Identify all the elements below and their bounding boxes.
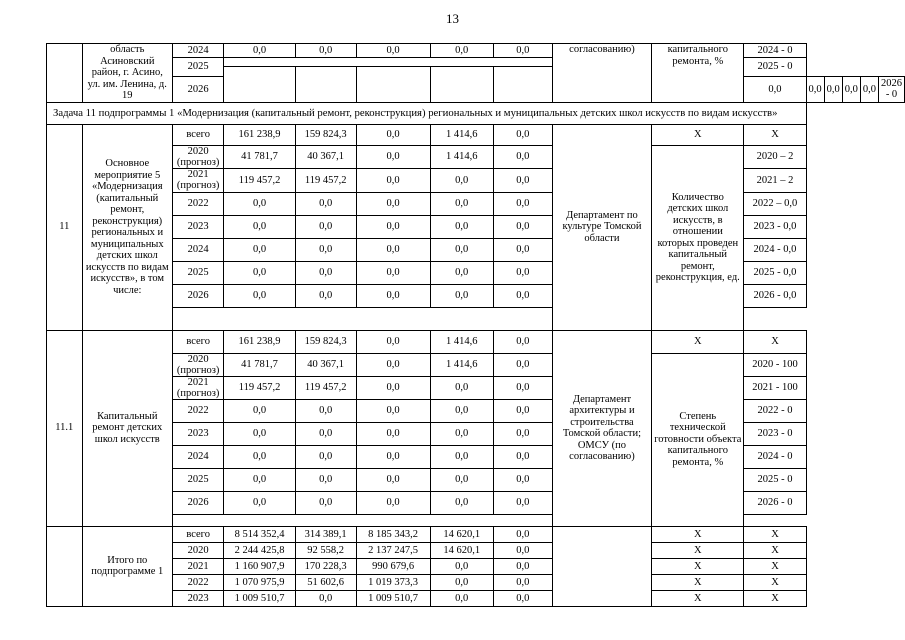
table-cell: 119 457,2 <box>295 376 356 399</box>
table-cell: X <box>652 124 744 145</box>
table-cell: 0,0 <box>493 422 552 445</box>
table-cell: 0,0 <box>430 491 493 514</box>
table-cell: 119 457,2 <box>224 168 296 192</box>
table-cell: 0,0 <box>430 590 493 606</box>
table-cell: 0,0 <box>224 491 296 514</box>
table-cell: 1 009 510,7 <box>224 590 296 606</box>
table-cell: 2025 - 0,0 <box>744 261 806 284</box>
table-cell: 0,0 <box>356 215 430 238</box>
table-cell: 1 414,6 <box>430 330 493 353</box>
table-cell: всего <box>173 526 224 542</box>
page-number: 13 <box>446 11 459 26</box>
table-cell: 8 185 343,2 <box>356 526 430 542</box>
table-cell: 0,0 <box>493 574 552 590</box>
table-cell: 1 414,6 <box>430 353 493 376</box>
table-cell: 0,0 <box>356 491 430 514</box>
table-cell: X <box>744 590 806 606</box>
table-row <box>47 399 905 422</box>
table-cell: Задача 11 подпрограммы 1 «Модернизация (капитальный ремонт, реконструкция) региональных и муниципальных детских школ искусств по видам искусств» <box>47 102 807 124</box>
table-cell: 2024 <box>173 445 224 468</box>
table-cell <box>552 526 651 606</box>
table-cell: 0,0 <box>295 399 356 422</box>
table-cell: 0,0 <box>430 558 493 574</box>
table-cell: X <box>652 542 744 558</box>
table-cell: 0,0 <box>493 376 552 399</box>
table-cell: 0,0 <box>493 353 552 376</box>
table-cell: 0,0 <box>356 145 430 168</box>
table-row <box>47 238 905 261</box>
table-row <box>47 58 905 67</box>
table-cell: 0,0 <box>295 590 356 606</box>
table-cell: 0,0 <box>806 76 824 102</box>
table-cell: 0,0 <box>356 168 430 192</box>
table-cell: 0,0 <box>430 261 493 284</box>
table-cell: 40 367,1 <box>295 145 356 168</box>
table-cell: 2026 - 0 <box>744 491 806 514</box>
table-cell: 0,0 <box>295 468 356 491</box>
table-cell: 2020 (прогноз) <box>173 145 224 168</box>
table-row <box>47 558 905 574</box>
table-cell: 1 414,6 <box>430 124 493 145</box>
table-cell: всего <box>173 330 224 353</box>
table-row <box>47 445 905 468</box>
table-cell: 0,0 <box>430 284 493 307</box>
table-cell: 0,0 <box>356 376 430 399</box>
table-cell: 11.1 <box>47 330 83 526</box>
table-cell: 0,0 <box>430 238 493 261</box>
table-cell: 2023 <box>173 422 224 445</box>
table-cell: 0,0 <box>493 215 552 238</box>
table-cell: 2021 <box>173 558 224 574</box>
table-cell: 2025 - 0 <box>744 58 806 77</box>
table-cell: 2025 <box>173 468 224 491</box>
table-cell: 41 781,7 <box>224 145 296 168</box>
table-cell: 2020 - 100 <box>744 353 806 376</box>
table-cell: 0,0 <box>356 445 430 468</box>
table-cell: 2023 - 0,0 <box>744 215 806 238</box>
table-cell: 2023 - 0 <box>744 422 806 445</box>
table-cell: 2026 - 0,0 <box>744 284 806 307</box>
table-cell <box>47 526 83 606</box>
table-cell: капитального ремонта, % <box>652 44 744 103</box>
table-row <box>47 526 905 542</box>
table-cell: X <box>744 558 806 574</box>
table-cell <box>356 67 430 102</box>
table-cell: 2026 <box>173 284 224 307</box>
table-cell: Капитальный ремонт детских школ искусств <box>82 330 172 526</box>
table-cell: X <box>744 526 806 542</box>
table-body <box>47 44 905 607</box>
table-cell: X <box>652 526 744 542</box>
table-row <box>47 422 905 445</box>
table-row <box>47 542 905 558</box>
table-row <box>47 574 905 590</box>
table-cell: 1 019 373,3 <box>356 574 430 590</box>
table-cell: 990 679,6 <box>356 558 430 574</box>
table-cell: согласованию) <box>552 44 651 103</box>
table-cell: X <box>744 124 806 145</box>
table-cell: 0,0 <box>356 192 430 215</box>
table-cell <box>224 58 553 67</box>
table-cell: 0,0 <box>295 445 356 468</box>
table-cell: 0,0 <box>744 76 806 102</box>
table-cell <box>47 44 83 103</box>
table-cell: 0,0 <box>295 238 356 261</box>
table-cell: 0,0 <box>224 422 296 445</box>
table-cell: 40 367,1 <box>295 353 356 376</box>
table-cell: 0,0 <box>295 215 356 238</box>
table-cell: 2020 (прогноз) <box>173 353 224 376</box>
table-cell: 2026 <box>173 491 224 514</box>
table-cell: 2024 - 0 <box>744 445 806 468</box>
table-cell: 1 414,6 <box>430 145 493 168</box>
table-cell: 161 238,9 <box>224 124 296 145</box>
table-cell: 0,0 <box>356 261 430 284</box>
table-row <box>47 261 905 284</box>
table-cell: 0,0 <box>430 168 493 192</box>
table-cell: 2021 (прогноз) <box>173 168 224 192</box>
table-cell: X <box>652 574 744 590</box>
table-cell <box>173 307 744 330</box>
table-cell: Департамент архитектуры и строительства Томской области; ОМСУ (по согласованию) <box>552 330 651 526</box>
table-cell: 0,0 <box>493 399 552 422</box>
table-cell: 0,0 <box>493 468 552 491</box>
table-cell: 8 514 352,4 <box>224 526 296 542</box>
table-cell: 2025 - 0 <box>744 468 806 491</box>
table-cell: 161 238,9 <box>224 330 296 353</box>
table-cell: 0,0 <box>295 261 356 284</box>
table-cell: 0,0 <box>493 44 552 58</box>
table-cell: 119 457,2 <box>295 168 356 192</box>
table-cell: 0,0 <box>493 284 552 307</box>
table-cell: X <box>744 330 806 353</box>
table-cell: 159 824,3 <box>295 124 356 145</box>
table-cell: 159 824,3 <box>295 330 356 353</box>
table-cell: 0,0 <box>493 124 552 145</box>
table-cell <box>173 514 744 526</box>
table-row <box>47 44 905 58</box>
table-cell: 0,0 <box>430 445 493 468</box>
table-cell: 2021 (прогноз) <box>173 376 224 399</box>
table-cell: 0,0 <box>224 399 296 422</box>
table-cell: 2023 <box>173 590 224 606</box>
table-cell <box>224 67 296 102</box>
table-cell: 0,0 <box>224 261 296 284</box>
table-cell: 2022 <box>173 399 224 422</box>
table-cell: Количество детских школ искусств, в отношении которых проведен капитальный ремонт, реконструкция, ед. <box>652 145 744 330</box>
table-cell: 0,0 <box>430 215 493 238</box>
table-cell: 51 602,6 <box>295 574 356 590</box>
table-row <box>47 491 905 514</box>
table-cell: 0,0 <box>356 124 430 145</box>
table-cell: 0,0 <box>493 330 552 353</box>
table-cell: 14 620,1 <box>430 526 493 542</box>
table-cell: 0,0 <box>842 76 860 102</box>
table-cell <box>493 67 552 102</box>
table-cell: 0,0 <box>493 168 552 192</box>
table-cell: 0,0 <box>493 261 552 284</box>
table-cell: 0,0 <box>860 76 878 102</box>
table-cell: всего <box>173 124 224 145</box>
table-row <box>47 330 905 353</box>
table-cell: 11 <box>47 124 83 330</box>
table-row <box>47 145 905 168</box>
table-cell <box>430 67 493 102</box>
table-row <box>47 124 905 145</box>
table-row <box>47 353 905 376</box>
table-cell: 0,0 <box>430 376 493 399</box>
table-row <box>47 192 905 215</box>
table-row <box>47 590 905 606</box>
table-cell: 0,0 <box>493 491 552 514</box>
table-cell: 2 244 425,8 <box>224 542 296 558</box>
table-cell: 0,0 <box>493 542 552 558</box>
table-cell: 0,0 <box>430 422 493 445</box>
table-cell: 2021 - 100 <box>744 376 806 399</box>
table-cell: 2024 - 0 <box>744 44 806 58</box>
table-cell: 0,0 <box>356 44 430 58</box>
table-cell: X <box>652 558 744 574</box>
table-cell: 2021 – 2 <box>744 168 806 192</box>
table-cell: 14 620,1 <box>430 542 493 558</box>
table-cell: 2024 <box>173 238 224 261</box>
table-cell: X <box>652 590 744 606</box>
table-cell: 2022 - 0 <box>744 399 806 422</box>
table-cell: 2 137 247,5 <box>356 542 430 558</box>
table-cell: 0,0 <box>224 238 296 261</box>
table-cell: 2025 <box>173 58 224 77</box>
table-cell <box>295 67 356 102</box>
table-cell: 0,0 <box>493 145 552 168</box>
table-cell: 2024 <box>173 44 224 58</box>
table-cell: 0,0 <box>295 192 356 215</box>
table-cell: 92 558,2 <box>295 542 356 558</box>
table-cell: 2024 - 0,0 <box>744 238 806 261</box>
table-cell: 0,0 <box>295 491 356 514</box>
table-cell: 0,0 <box>493 558 552 574</box>
table-cell: 2022 – 0,0 <box>744 192 806 215</box>
table-cell: 0,0 <box>493 238 552 261</box>
table-cell: 2023 <box>173 215 224 238</box>
table-cell: Департамент по культуре Томской области <box>552 124 651 330</box>
table-cell: 2025 <box>173 261 224 284</box>
table-cell: 0,0 <box>493 590 552 606</box>
table-cell: X <box>744 574 806 590</box>
table-cell: 0,0 <box>356 330 430 353</box>
table-cell: 0,0 <box>224 284 296 307</box>
table-row <box>47 514 905 526</box>
table-cell: область Асиновский район, г. Асино, ул. им. Ленина, д. 19 <box>82 44 172 103</box>
table-cell: 170 228,3 <box>295 558 356 574</box>
table-cell: 0,0 <box>224 445 296 468</box>
table-cell: 0,0 <box>224 215 296 238</box>
table-row <box>47 376 905 399</box>
table-cell: 2020 – 2 <box>744 145 806 168</box>
table-cell: 41 781,7 <box>224 353 296 376</box>
table-cell: 0,0 <box>493 526 552 542</box>
table-cell: 0,0 <box>430 399 493 422</box>
table-cell: 0,0 <box>824 76 842 102</box>
table-cell: 1 160 907,9 <box>224 558 296 574</box>
table-cell: 0,0 <box>224 468 296 491</box>
table-cell: 0,0 <box>493 192 552 215</box>
table-cell: X <box>652 330 744 353</box>
table-cell: 0,0 <box>430 468 493 491</box>
table-cell: 0,0 <box>295 422 356 445</box>
table-cell: Итого по подпрограмме 1 <box>82 526 172 606</box>
table-cell: 0,0 <box>356 468 430 491</box>
table-cell: Основное мероприятие 5 «Модернизация (капитальный ремонт, реконструкция) региональных и муниципальных детских школ искусств по видам искусств», в том числе: <box>82 124 172 330</box>
table-cell: 0,0 <box>430 574 493 590</box>
table-cell: X <box>744 542 806 558</box>
table-row <box>47 102 905 124</box>
table-row <box>47 168 905 192</box>
table-row <box>47 307 905 330</box>
table-cell: 0,0 <box>224 192 296 215</box>
table-cell: 2026 <box>173 76 224 102</box>
table-cell: 1 009 510,7 <box>356 590 430 606</box>
table-cell: 314 389,1 <box>295 526 356 542</box>
table-cell: 0,0 <box>356 353 430 376</box>
table-cell: 2026 - 0 <box>879 76 905 102</box>
table-row <box>47 468 905 491</box>
program-financing-table <box>46 43 905 607</box>
table-cell: 0,0 <box>430 44 493 58</box>
table-cell: 0,0 <box>356 238 430 261</box>
table-cell: 2022 <box>173 192 224 215</box>
table-cell: 0,0 <box>224 44 296 58</box>
table-row <box>47 284 905 307</box>
table-cell: 0,0 <box>356 284 430 307</box>
table-cell: 119 457,2 <box>224 376 296 399</box>
table-cell: 0,0 <box>356 422 430 445</box>
table-cell: 0,0 <box>430 192 493 215</box>
table-cell: Степень технической готовности объекта капитального ремонта, % <box>652 353 744 526</box>
table-cell: 0,0 <box>295 284 356 307</box>
table-cell: 0,0 <box>356 399 430 422</box>
table-cell: 1 070 975,9 <box>224 574 296 590</box>
table-row <box>47 215 905 238</box>
table-cell: 0,0 <box>295 44 356 58</box>
table-cell: 2020 <box>173 542 224 558</box>
table-cell: 2022 <box>173 574 224 590</box>
table-cell: 0,0 <box>493 445 552 468</box>
